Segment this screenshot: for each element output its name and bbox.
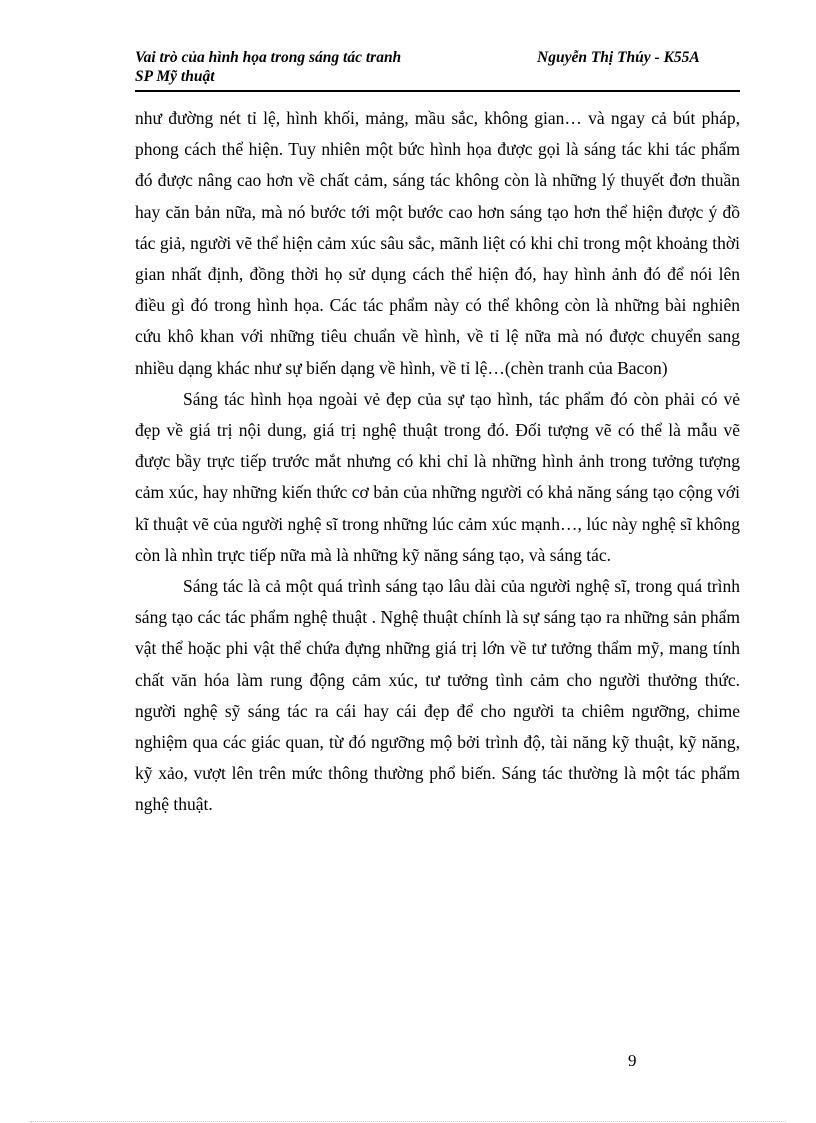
paragraph-1: như đường nét tỉ lệ, hình khối, mảng, mầu sắc, không gian… và ngay cả bút pháp, phong cách thể hiện. Tuy nhiên một bức hình họa được gọi là sáng tác khi tác phẩm đó được nâng cao hơn về chất cảm, sáng tác không còn là những lý thuyết đơn thuần hay căn bản nữa, mà nó bước tới một bước cao hơn sáng tạo hơn thể hiện được ý đồ tác giả, người vẽ thể hiện cảm xúc sâu sắc, mãnh liệt có khi chỉ trong một khoảng thời gian nhất định, đồng thời họ sử dụng cách thể hiện đó, hay hình ảnh đó để nói lên điều gì đó trong hình họa. Các tác phẩm này có thể không còn là những bài nghiên cứu khô khan với những tiêu chuẩn về hình, về tỉ lệ nữa mà nó được chuyển sang nhiều dạng khác như sự biến dạng về hình, về tỉ lệ…(chèn tranh của Bacon) (135, 108, 740, 378)
header-title-line-2: SP Mỹ thuật (135, 68, 215, 85)
paragraph-3: Sáng tác là cả một quá trình sáng tạo lâu dài của người nghệ sĩ, trong quá trình sáng tạo các tác phẩm nghệ thuật . Nghệ thuật chính là sự sáng tạo ra những sản phẩm vật thể hoặc phi vật thể chứa đựng những giá trị lớn về tư tưởng thẩm mỹ, mang tính chất văn hóa làm rung động cảm xúc, tư tưởng tình cảm cho người thưởng thức. người nghệ sỹ sáng tác ra cái hay cái đẹp để cho người ta chiêm ngưỡng, chime nghiệm qua các giác quan, từ đó ngưỡng mộ bởi trình độ, tài năng kỹ thuật, kỹ năng, kỹ xảo, vượt lên trên mức thông thường phổ biến. Sáng tác thường là một tác phẩm nghệ thuật. (135, 576, 740, 815)
header-title-line-1: Vai trò của hình họa trong sáng tác tranh (135, 49, 402, 66)
page-bottom-divider (30, 1121, 786, 1122)
header-title (135, 48, 401, 86)
header-author: Nguyễn Thị Thúy - K55A (537, 49, 700, 66)
document-body (135, 103, 740, 821)
page-header (135, 48, 740, 92)
page-number: 9 (628, 1051, 637, 1070)
paragraph-2: Sáng tác hình họa ngoài vẻ đẹp của sự tạo hình, tác phẩm đó còn phải có vẻ đẹp về giá trị nội dung, giá trị nghệ thuật trong đó. Đối tượng vẽ có thể là mẫu vẽ được bầy trực tiếp trước mắt nhưng có khi chỉ là những hình ảnh trong tưởng tượng cảm xúc, hay những kiến thức cơ bản của những người có khả năng sáng tạo cộng với kĩ thuật vẽ của người nghệ sĩ trong những lúc cảm xúc mạnh…, lúc này nghệ sĩ không còn là nhìn trực tiếp nữa mà là những kỹ năng sáng tạo, và sáng tác. (135, 388, 740, 565)
